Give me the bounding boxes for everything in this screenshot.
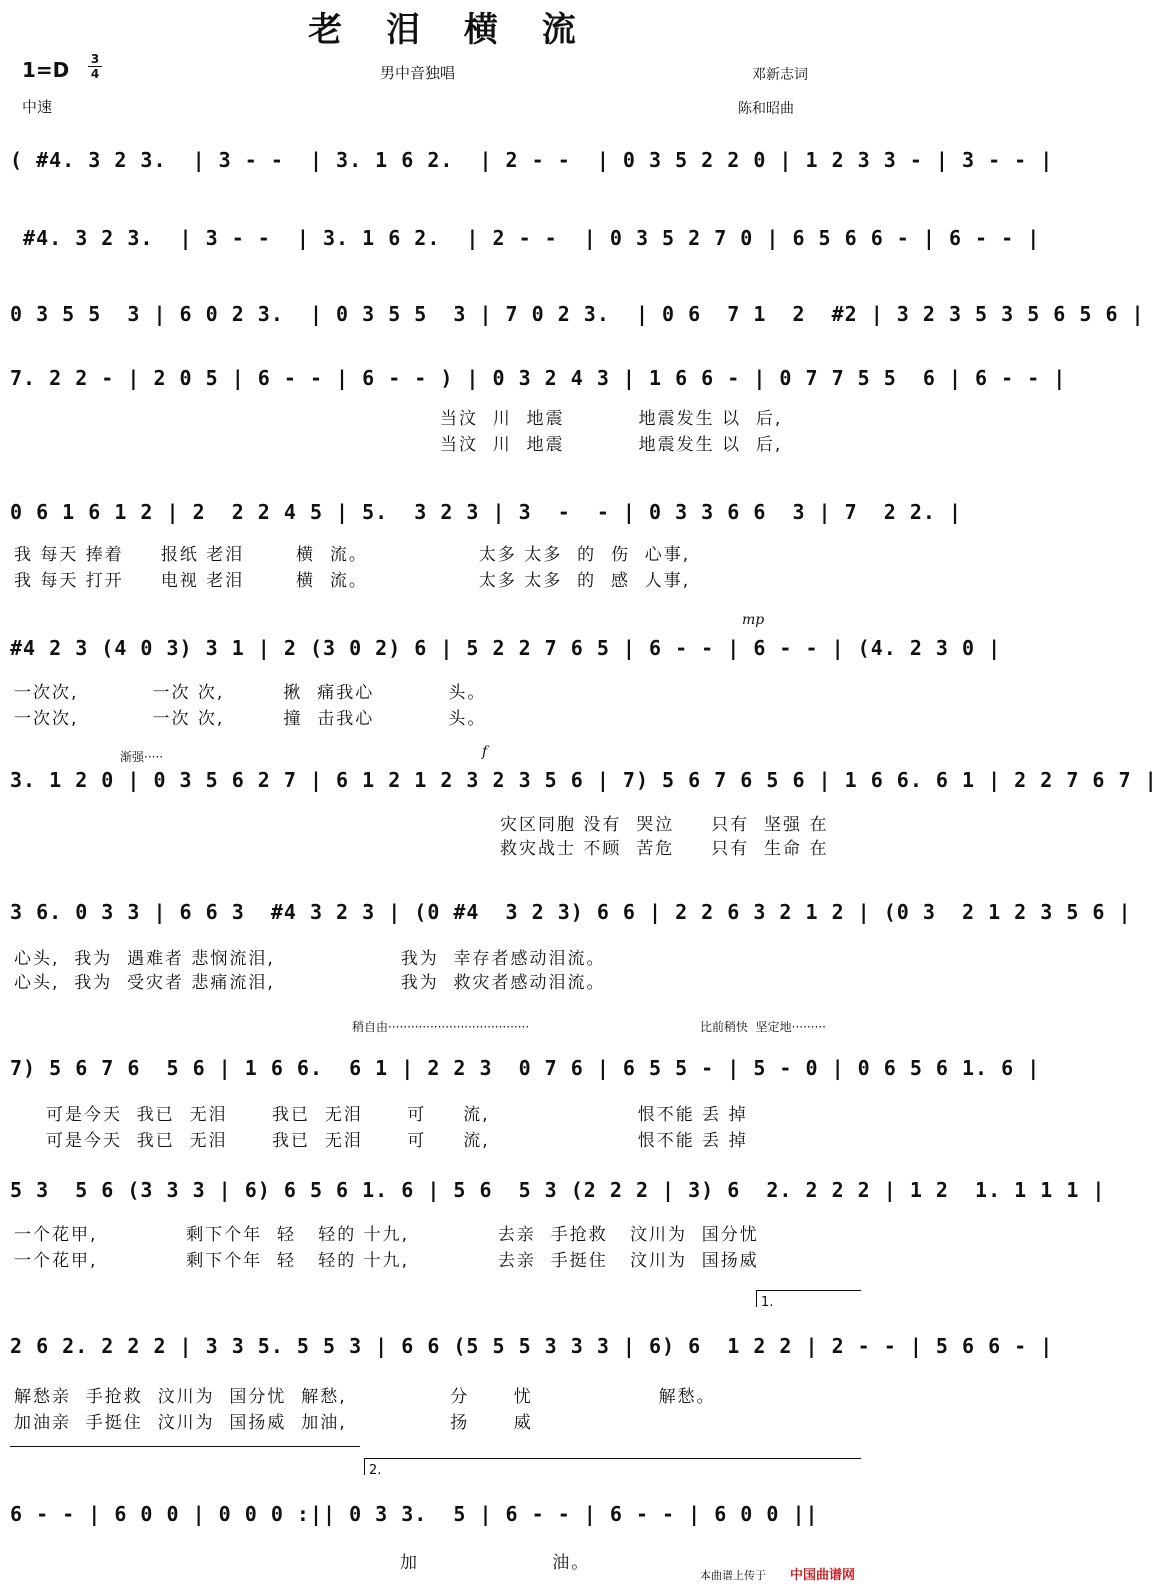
volta-1-continuation: [10, 1446, 360, 1447]
lyric-row-5-verse-1: 我 每天 捧着 报纸 老泪 横 流。 太多 太多 的 伤 心事,: [14, 545, 691, 565]
lyric-row-7-verse-2: 救灾战士 不顾 苦危 只有 生命 在: [500, 839, 829, 859]
tempo-marking: 中速: [22, 98, 53, 116]
score-row-9: 7) 5 6 7 6 5 6 | 1 6 6. 6 1 | 2 2 3 0 7 6 | 6 5 5 - | 5 - 0 | 0 6 5 6 1. 6 |: [10, 1056, 1041, 1080]
score-row-10: 5 3 5 6 (3 3 3 | 6) 6 5 6 1. 6 | 5 6 5 3 (2 2 2 | 3) 6 2. 2 2 2 | 1 2 1. 1 1 1 |: [10, 1178, 1106, 1202]
lyric-row-12: 加 油。: [400, 1553, 591, 1573]
volta-1: [756, 1290, 861, 1310]
faster-marking: 比前稍快 坚定地·········: [700, 1020, 826, 1034]
volta-2-label: 2.: [369, 1463, 382, 1478]
dynamic-f: f: [482, 744, 488, 760]
rubato-marking: 稍自由·····································: [352, 1020, 530, 1034]
lyric-row-7-verse-1: 灾区同胞 没有 哭泣 只有 坚强 在: [500, 815, 829, 835]
crescendo-marking: 渐强·····: [120, 750, 164, 764]
lyric-row-6-verse-2: 一次次, 一次 次, 撞 击我心 头。: [14, 709, 487, 729]
score-row-1: ( #4. 3 2 3. | 3 - - | 3. 1 6 2. | 2 - - | 0 3 5 2 2 0 | 1 2 3 3 - | 3 - - |: [10, 148, 1054, 172]
volta-1-label: 1.: [761, 1295, 774, 1310]
performance-type: 男中音独唱: [380, 64, 456, 82]
lyric-row-11-verse-1: 解愁亲 手抢救 汶川为 国分忧 解愁, 分 忧 解愁。: [14, 1387, 716, 1407]
lyric-row-10-verse-2: 一个花甲, 剩下个年 轻 轻的 十九, 去亲 手挺住 汶川为 国扬威: [14, 1251, 759, 1271]
lyric-row-8-verse-1: 心头, 我为 遇难者 悲悯流泪, 我为 幸存者感动泪流。: [14, 949, 606, 969]
lyric-row-4-verse-2: 当汶 川 地震 地震发生 以 后,: [440, 435, 783, 455]
score-row-3: 0 3 5 5 3 | 6 0 2 3. | 0 3 5 5 3 | 7 0 2 3. | 0 6 7 1 2 #2 | 3 2 3 5 3 5 6 5 6 |: [10, 302, 1145, 326]
score-row-6: #4 2 3 (4 0 3) 3 1 | 2 (3 0 2) 6 | 5 2 2 7 6 5 | 6 - - | 6 - - | (4. 2 3 0 |: [10, 636, 1002, 660]
lyric-row-9-verse-2: 可是今天 我已 无泪 我已 无泪 可 流, 恨不能 丢 掉: [46, 1131, 748, 1151]
score-row-5: 0 6 1 6 1 2 | 2 2 2 4 5 | 5. 3 2 3 | 3 - - | 0 3 3 6 6 3 | 7 2 2. |: [10, 500, 962, 524]
score-row-8: 3 6. 0 3 3 | 6 6 3 #4 3 2 3 | (0 #4 3 2 3) 6 6 | 2 2 6 3 2 1 2 | (0 3 2 1 2 3 5 6 |: [10, 900, 1132, 924]
score-row-4: 7. 2 2 - | 2 0 5 | 6 - - | 6 - - ) | 0 3 2 4 3 | 1 6 6 - | 0 7 7 5 5 6 | 6 - - |: [10, 366, 1067, 390]
site-logo: 中国曲谱网: [790, 1568, 856, 1583]
volta-2: [364, 1458, 861, 1478]
score-row-7: 3. 1 2 0 | 0 3 5 6 2 7 | 6 1 2 1 2 3 2 3 5 6 | 7) 5 6 7 6 5 6 | 1 6 6. 6 1 | 2 2 7 6 7 |: [10, 768, 1158, 792]
score-row-11: 2 6 2. 2 2 2 | 3 3 5. 5 5 3 | 6 6 (5 5 5 3 3 3 | 6) 6 1 2 2 | 2 - - | 5 6 6 - |: [10, 1334, 1054, 1358]
score-row-2: #4. 3 2 3. | 3 - - | 3. 1 6 2. | 2 - - | 0 3 5 2 7 0 | 6 5 6 6 - | 6 - - |: [10, 226, 1041, 250]
upload-note: 本曲谱上传于: [700, 1569, 766, 1582]
score-row-12: 6 - - | 6 0 0 | 0 0 0 :|| 0 3 3. 5 | 6 - - | 6 - - | 6 0 0 ||: [10, 1502, 819, 1526]
meter-bottom: 4: [88, 66, 102, 81]
lyric-row-10-verse-1: 一个花甲, 剩下个年 轻 轻的 十九, 去亲 手抢救 汶川为 国分忧: [14, 1225, 759, 1245]
lyric-row-5-verse-2: 我 每天 打开 电视 老泪 横 流。 太多 太多 的 感 人事,: [14, 571, 691, 591]
composer: 陈和昭曲: [738, 101, 794, 117]
lyric-row-8-verse-2: 心头, 我为 受灾者 悲痛流泪, 我为 救灾者感动泪流。: [14, 973, 606, 993]
lyric-row-4-verse-1: 当汶 川 地震 地震发生 以 后,: [440, 409, 783, 429]
song-title: 老 泪 横 流: [308, 10, 592, 50]
time-signature: [88, 52, 102, 81]
lyricist: 邓新志词: [752, 67, 808, 83]
lyric-row-11-verse-2: 加油亲 手挺住 汶川为 国扬威 加油, 扬 威: [14, 1413, 533, 1433]
lyric-row-9-verse-1: 可是今天 我已 无泪 我已 无泪 可 流, 恨不能 丢 掉: [46, 1105, 748, 1125]
meter-top: 3: [90, 52, 100, 66]
key-signature: 1=D: [22, 58, 70, 82]
dynamic-mp: mp: [742, 612, 765, 628]
lyric-row-6-verse-1: 一次次, 一次 次, 揪 痛我心 头。: [14, 683, 487, 703]
